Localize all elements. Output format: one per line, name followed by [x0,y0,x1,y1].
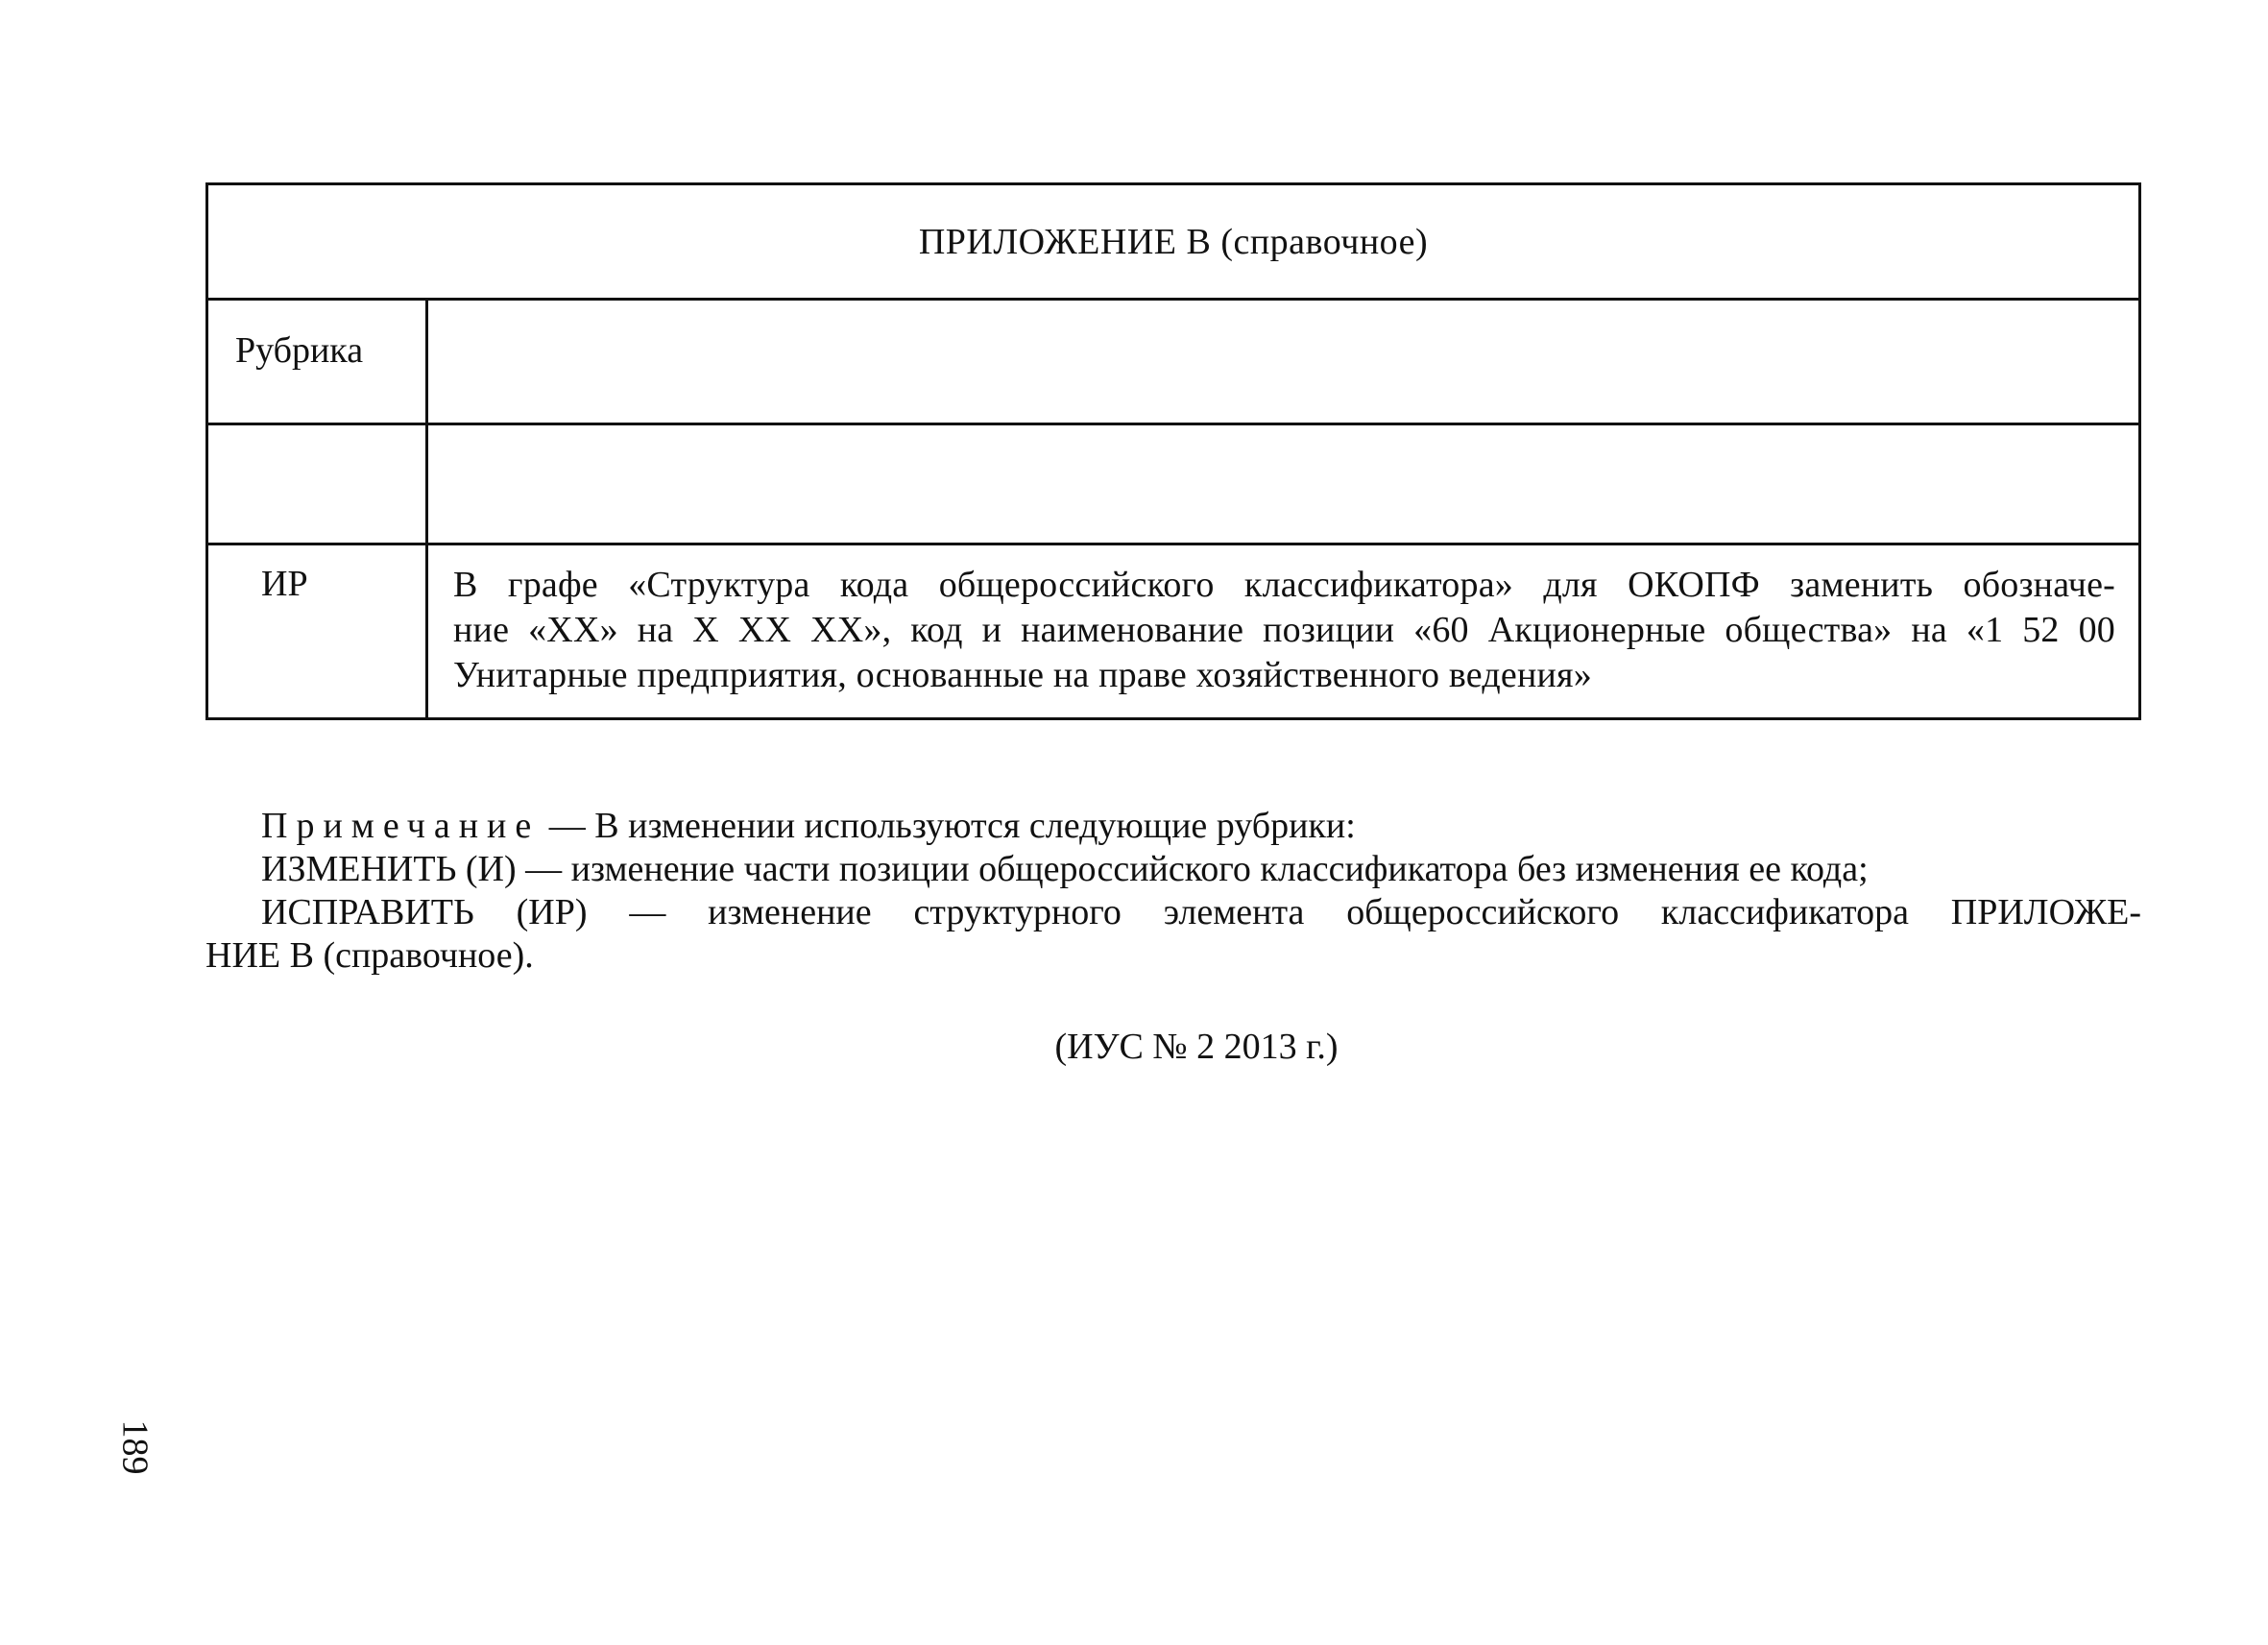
note-line-continuation: НИЕ В (справочное). [205,935,534,976]
entry-text [453,563,2115,698]
rubric-label: Рубрика [235,330,364,371]
table-blank-row [208,425,2138,545]
entry-code-cell [208,545,425,718]
table-row [208,545,2138,718]
entry-line-2: ние «XX» на X XX XX», код и наименование позиции «60 Акционерные общества» на «1 52 00 [453,610,2115,650]
table-title-row [208,185,2138,301]
blank-left-cell [208,425,425,543]
note-intro [205,805,2141,848]
entry-line-1: В графе «Структура кода общероссийского классификатора» для ОКОПФ заменить обозначе- [453,565,2115,605]
note-line-ispravit: ИСПРАВИТЬ (ИР) — изменение структурного элемента общероссийского классификатора ПРИЛОЖЕ- [261,892,2141,932]
note-intro-text: — В изменении используются следующие рубрики: [540,806,1356,846]
amendment-table [205,182,2141,720]
header-left-cell [208,301,425,423]
page-number: 189 [114,1419,156,1475]
note-block [205,805,2141,978]
appendix-title: ПРИЛОЖЕНИЕ В (справочное) [918,221,1429,262]
header-right-cell [428,301,2138,423]
entry-line-3: Унитарные предприятия, основанные на праве хозяйственного ведения» [453,655,1592,695]
table-header-row [208,301,2138,425]
blank-right-cell [428,425,2138,543]
ius-reference [0,1026,2268,1068]
note-line-izmenit: ИЗМЕНИТЬ (И) — изменение части позиции общероссийского классификатора без изменения ее кода; [261,849,1869,889]
ius-reference-text: (ИУС № 2 2013 г.) [1054,1027,1339,1067]
note-label: Примечание [261,806,541,846]
column-divider [425,301,428,717]
entry-code: ИР [261,564,308,604]
entry-text-cell [428,545,2138,718]
